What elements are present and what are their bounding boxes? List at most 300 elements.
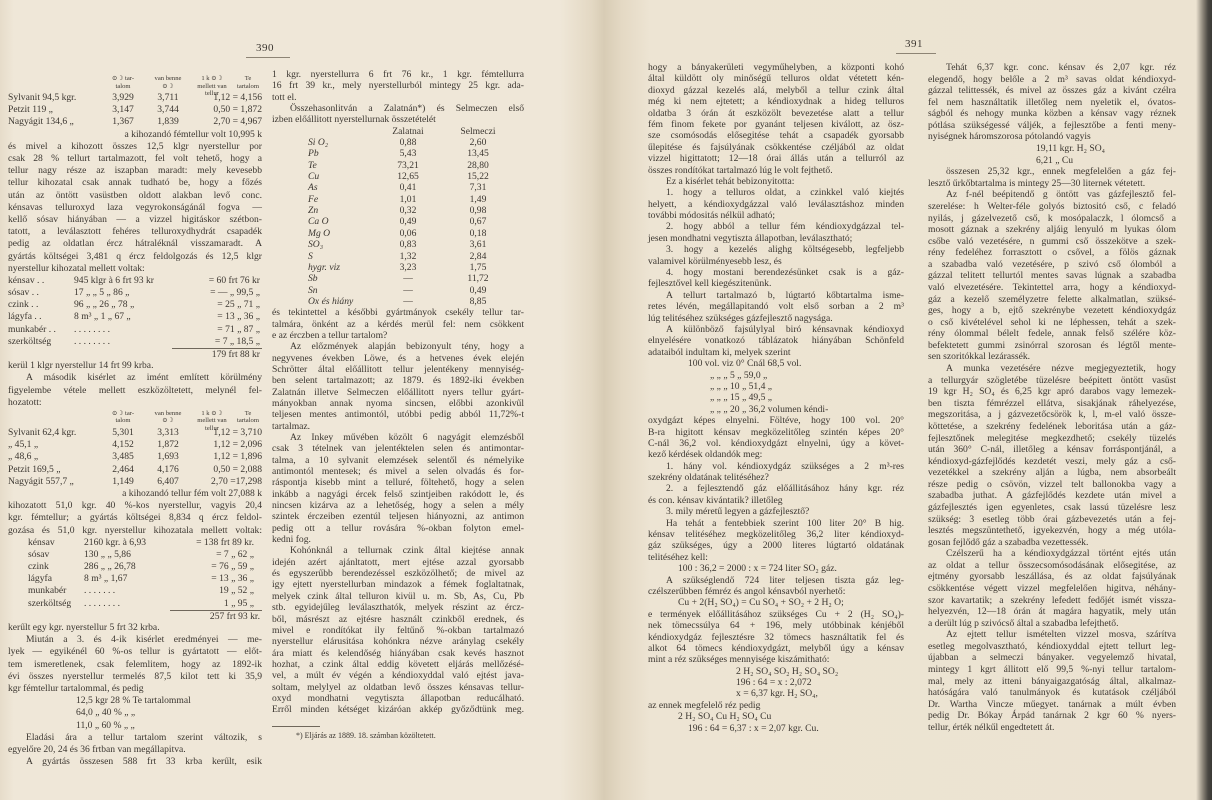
table-cell: 6,407 bbox=[157, 475, 179, 487]
table-cell: Sn bbox=[308, 284, 318, 296]
text-line: által küldött oly minőségű telluros oldat vétetett kén- bbox=[648, 73, 904, 85]
text-line: 100 : 36,2 = 2000 : x = 724 liter SO₂ gáz. bbox=[678, 563, 837, 575]
text-line: tellur, érték nélkűl engedtetett át. bbox=[928, 721, 1055, 733]
table-cell: Fe bbox=[308, 193, 319, 205]
table-cell: munkabér . . bbox=[8, 323, 56, 335]
text-line: kénsav telitéséhez megközelitőleg 36,2 liter kéndioxyd- bbox=[648, 529, 904, 541]
header-line: Te bbox=[244, 409, 252, 417]
text-line: 1. hány vol. kéndioxydgáz szükséges a 2 m³-res bbox=[666, 460, 904, 472]
table-cell: = 13 „ 36 „ bbox=[211, 573, 254, 585]
header-line: talom bbox=[115, 82, 131, 90]
text-line: x = 6,37 kgr. H₂ SO₄, bbox=[736, 688, 818, 700]
table-cell: 5,43 bbox=[399, 148, 417, 160]
table-cell: 2,60 bbox=[469, 137, 487, 149]
text-line: rény ólommal bélelt fedele, annak felső szélére köz- bbox=[928, 328, 1176, 340]
table-row bbox=[8, 585, 262, 597]
text-line: A tellurt tartalmazó b, lúgtartó kőbtartalma isme- bbox=[666, 289, 904, 301]
text-line: további módositás nélkül adható; bbox=[648, 210, 776, 222]
text-line: és egyszerűbb berendezéssel eszközölhető; de mivel az bbox=[272, 568, 524, 580]
table-row bbox=[272, 285, 524, 296]
table-cell: Sb bbox=[308, 273, 318, 285]
text-line: 2 H₂ SO₄ Cu H₂ SO₄ Cu bbox=[678, 711, 772, 723]
total-value: 179 frt 88 kr bbox=[172, 348, 262, 360]
table-cell: 1,693 bbox=[157, 451, 179, 463]
table-cell: 2,84 bbox=[469, 250, 487, 262]
table-row bbox=[272, 216, 524, 227]
text-line: Ha tehát a fentebbiek szerint 100 liter 20° B hig. bbox=[666, 517, 904, 529]
table-cell: = 7 „ 62 „ bbox=[216, 548, 254, 560]
table-cell: 17 „ „ 5 „ 86 „ bbox=[74, 287, 130, 299]
table-cell: lágyfa . . bbox=[8, 311, 42, 323]
table-row bbox=[272, 296, 524, 307]
table-cell: 3,61 bbox=[469, 239, 487, 251]
text-line: vel, a múlt év végén a kéndioxyddal való ejtést java- bbox=[272, 670, 524, 682]
table-row bbox=[272, 126, 524, 137]
table-cell: 8,85 bbox=[469, 295, 487, 307]
table-cell: = 60 frt 76 kr bbox=[208, 274, 260, 286]
header-line: 1 k ⊙☽ bbox=[201, 409, 223, 417]
text-line: tatott, a leválasztott fehéres telluroxydhydrát csapadék bbox=[8, 226, 262, 238]
text-line: Az f-nél beépitendő g öntött vas gázfejlesztő fel- bbox=[946, 189, 1176, 201]
table-cell: = — „ 99,5 „ bbox=[210, 287, 260, 299]
text-line: „ „ „ 20 „ 36,2 volumen kéndi- bbox=[710, 403, 829, 415]
table-cell: sósav . . bbox=[8, 287, 39, 299]
text-line: 3. mily méretű legyen a gázfejlesztő? bbox=[666, 506, 810, 518]
text-line: kénsavas telluroxyd laza vegyrokonságánál fogva — bbox=[8, 201, 262, 213]
table-row bbox=[8, 598, 262, 610]
text-line: jesen mondhatni vegytiszta állapotban, leválasztható; bbox=[648, 232, 853, 244]
table-cell: 945 klgr à 6 frt 93 kr bbox=[74, 274, 154, 286]
header-cell bbox=[8, 75, 100, 92]
text-line: kéndioxydgáz fejlesztésre 32 tömecs használtatik fel és bbox=[648, 631, 904, 643]
text-line: kellő sósav hiányában — a vizzel higitáskor szétbon- bbox=[8, 213, 262, 225]
text-line: csak 3 tételnek van jelentéktelen selen és antimontar- bbox=[272, 443, 524, 455]
text-line: után az öntött vasüstben oldott alakban levő conc. bbox=[8, 189, 262, 201]
header-line: van benne bbox=[154, 409, 182, 417]
table-cell: 1 „ 95 „ bbox=[223, 597, 254, 609]
text-line: oldatba 3 órán át eszközölt bevezetése alatt a tellur bbox=[648, 107, 904, 119]
text-line: melyek czink által telluron kivül u. m. Sb, As, Cu, Pb bbox=[272, 590, 524, 602]
text-line: tellur nagy része az iszapban maradt: mely kevesebb bbox=[8, 165, 262, 177]
table-cell: 2,464 bbox=[112, 463, 134, 475]
text-column bbox=[8, 74, 262, 768]
table-cell: 130 „ „ 5,86 bbox=[84, 548, 131, 560]
text-line: az ennek megfelelő réz pedig bbox=[648, 699, 761, 711]
table-row bbox=[8, 439, 262, 451]
table-cell: czink . . bbox=[8, 299, 39, 311]
table-cell: 0,18 bbox=[469, 227, 487, 239]
table-cell: 4,176 bbox=[157, 463, 179, 475]
text-line: negyvenes években Löwe, és a hetvenes évek elején bbox=[272, 352, 524, 364]
text-line: retes lévén, megállapitandó volt első sorban a 2 m³ bbox=[648, 301, 904, 313]
table-cell: 8 m³ „ 1 „ 67 „ bbox=[74, 311, 131, 323]
table-cell: SO₃ bbox=[308, 239, 324, 251]
text-line: Ez a kisérlet tehát bebizonyitotta: bbox=[666, 175, 795, 187]
text-line: A különböző fajsúlylyal biró kénsavnak kéndioxyd bbox=[666, 323, 904, 335]
table-cell: 1,49 bbox=[469, 193, 487, 205]
table-cell: sósav bbox=[28, 548, 50, 560]
table-cell: 0,50 = 2,088 bbox=[213, 463, 262, 475]
text-line: 1 kgr. nyerstellurra 6 frt 76 kr., 1 kgr. fémtellurra bbox=[272, 69, 524, 80]
text-line: mint a réz szükséges mennyisége kiszámitható: bbox=[648, 654, 830, 666]
table-row bbox=[272, 148, 524, 159]
text-line: kerűlt egy kgr. nyerstellur 5 frt 32 krba. bbox=[8, 622, 160, 634]
text-line: oxydgázt képes elnyelni. Föltéve, hogy 100 vol. 20° bbox=[648, 415, 904, 427]
text-line: nincsen kizárva az a lehetőség, hogy a selen a mély bbox=[272, 500, 524, 512]
text-line: nek tömecssúlya 64 + 196, mely utóbbinak kénjéből bbox=[648, 620, 904, 632]
table-cell: As bbox=[308, 182, 318, 194]
text-line: Cu + 2(H₂ SO₄) = Cu SO₄ + SO₂ + 2 H₂ O; bbox=[678, 597, 844, 609]
table-cell: hygr. viz bbox=[308, 261, 340, 273]
text-line: sze csomósodás elősegitése tehát a csapadék gyorsabb bbox=[648, 130, 904, 142]
table-cell: 3,744 bbox=[157, 104, 179, 116]
table-cell: 3,711 bbox=[157, 92, 179, 104]
text-line: tellur kihozatal csak annak tudható be, hogy a főzés bbox=[8, 177, 262, 189]
text-line: Zalatnán illetve Selmeczen előállitott nyers tellur gyárt- bbox=[272, 386, 524, 398]
text-line: hogy a bányakerületi vegyműhelyben, a központi kohó bbox=[648, 62, 904, 73]
text-line: kgr. fémtellur; a gyártás költségei 8,834 q ércz feldol- bbox=[8, 512, 262, 524]
table-cell: 1,12 = 3,710 bbox=[213, 427, 262, 439]
table-cell: 1,12 = 4,156 bbox=[213, 92, 262, 104]
text-line: nyerstellur elárusitása kohónkra nézve aránylag csekély bbox=[272, 636, 524, 648]
text-line: a tellurgyár szögletébe tüzelésre beépitett öntött vasüst bbox=[928, 374, 1176, 386]
table-cell: = 7 „ 18,5 „ bbox=[214, 335, 260, 347]
text-line: hatóságára való tanulmányok és kutatások czéljából bbox=[928, 687, 1176, 699]
table-row bbox=[272, 273, 524, 284]
text-line: valamivel körülményesebb lesz, és bbox=[648, 255, 782, 267]
header-cell bbox=[146, 75, 190, 92]
text-line: rény fedeléhez forrasztott o csővel, a fölös gáznak bbox=[928, 247, 1176, 259]
text-line: oxyd mondhatni vegytiszta állapotban reducálható. bbox=[272, 692, 524, 704]
text-line: ráspontja kisebb mint a telluré, föltehető, hogy a selen bbox=[272, 477, 524, 489]
header-cell bbox=[100, 410, 146, 427]
header-line: Te bbox=[244, 75, 252, 82]
table-cell: . . . . . . . bbox=[84, 585, 116, 597]
text-line: „ „ „ 5 „ 59,0 „ bbox=[710, 369, 768, 381]
table-cell: 12,65 bbox=[397, 171, 419, 183]
text-line: Kohónknál a tellurnak czink által kiejtése annak bbox=[290, 545, 524, 557]
table-cell: 3,147 bbox=[112, 104, 134, 116]
table-row bbox=[272, 205, 524, 216]
table-cell: 7,31 bbox=[469, 182, 487, 194]
table-row bbox=[8, 573, 262, 585]
table-cell: Si O₂ bbox=[308, 137, 329, 149]
table-row bbox=[272, 137, 524, 148]
table-cell: Ox és hiány bbox=[308, 295, 354, 307]
table-cell: Petzit 119 „ bbox=[8, 104, 53, 116]
text-line: ben selent tartalmazott; az 1879. és 1892-iki években bbox=[272, 375, 524, 387]
text-line: Dr. Wartha Vincze műegyet. tanárnak a múlt évben bbox=[928, 698, 1176, 710]
text-line: C-nál 36,2 vol. kéndioxydgázt elnyelni, úgy a követ- bbox=[648, 437, 904, 449]
text-line: telitéséhez kell: bbox=[648, 551, 708, 563]
text-line: czélszerűbben fémréz és angol kénsavból nyerhető: bbox=[648, 585, 846, 597]
text-line: űlepitése és fajsúlyának csökkentése czéljából az oldat bbox=[648, 141, 904, 153]
text-line: nyerstellur kihozatal mellett voltak: bbox=[8, 262, 145, 274]
text-line: antimontól mentesek; és mivel a selen olvadás és for- bbox=[272, 466, 524, 478]
text-line: Czélszerű ha a kéndioxydgázzal történt ejtés után bbox=[946, 548, 1176, 560]
text-line: „ „ „ 15 „ 49,5 „ bbox=[710, 392, 773, 404]
text-column bbox=[648, 62, 904, 734]
table-cell: Petzit 169,5 „ bbox=[8, 463, 61, 475]
text-line: Összehasonlitván a Zalatnán*) és Selmeczen első bbox=[290, 103, 524, 115]
text-line: gosan fejlődő gáz a szabadba vezettessék. bbox=[928, 536, 1089, 548]
text-line: köttetése, a szekrény fedelének leboritása után a gáz- bbox=[928, 420, 1176, 432]
text-column bbox=[272, 69, 524, 742]
text-line: 64,0 „ 40 % „ „ bbox=[76, 707, 136, 719]
text-line: csőbe való vezetésére, n gummi cső összekötve a szek- bbox=[928, 235, 1176, 247]
text-line: igy ejtett nyerstellurban mindazok a fémek foglaltatnak, bbox=[272, 579, 524, 591]
header-line: ⊙☽ bbox=[162, 417, 174, 425]
text-line: pótlása szükségessé váljék, a fejlesztőbe a fenti meny- bbox=[928, 119, 1176, 131]
text-line: 6,21 „ Cu bbox=[1036, 154, 1074, 166]
text-line: hozatott: bbox=[8, 396, 42, 408]
text-line: 100 vol. viz 0° Cnál 68,5 vol. bbox=[688, 358, 802, 370]
text-line: 19,11 kgr. H₂ SO₄ bbox=[1036, 143, 1105, 155]
table-cell: = 76 „ 59 „ bbox=[211, 561, 254, 573]
page-number: 391 bbox=[905, 38, 923, 50]
text-line: vizzel higittatott; 12—18 órai állás után a tellurról az bbox=[648, 153, 904, 165]
table-cell: — bbox=[403, 295, 413, 307]
table-cell: szerköltség bbox=[28, 597, 72, 609]
table-cell: Sylvanit 62,4 kgr. bbox=[8, 427, 77, 439]
header-cell bbox=[234, 410, 262, 427]
header-line: mellett van tellur bbox=[197, 82, 227, 97]
text-line: 16 frt 39 kr., mely nyerstellurból mintegy 25 kgr. ada- bbox=[272, 80, 524, 92]
table-row bbox=[8, 287, 262, 299]
text-line: kgr fémtellur tartalommal, és pedig bbox=[8, 682, 144, 694]
text-line: a derült lúg p szivócső által a szabadba lefejthető. bbox=[928, 617, 1119, 629]
text-line: még ki nem ejtetett; a kéndioxydnak a hideg telluros bbox=[648, 96, 904, 108]
table-cell: . . . . . . . . bbox=[74, 335, 110, 347]
header-cell bbox=[190, 75, 234, 97]
text-line: stb. egyidejűleg leválaszthatók, melyek részint az ércz- bbox=[272, 602, 524, 614]
table-row bbox=[8, 549, 262, 561]
table-cell: . . . . . . . . bbox=[84, 597, 120, 609]
text-line: és tekintettel a későbbi gyártmányok csekély tellur tar- bbox=[272, 307, 524, 319]
table-cell: 28,80 bbox=[467, 159, 489, 171]
text-line: 19 kgr H₂ SO₄ és 6,25 kgr apró darabos vagy lemezek- bbox=[928, 386, 1176, 398]
table-cell: munkabér bbox=[28, 585, 67, 597]
header-cell bbox=[146, 410, 190, 427]
text-line: való elvezetésére. Tekintettel arra, hogy a kéndioxyd- bbox=[928, 281, 1176, 293]
header-cell bbox=[100, 75, 146, 92]
text-line: csökkentése végett vizzel megfelelően higitva, néhány- bbox=[928, 583, 1176, 595]
text-line: mintegy 1 kgrt állitott elő 99,5 %-nyi tellur tartalom- bbox=[928, 664, 1176, 676]
text-line: A szükséglendő 724 liter teljesen tiszta gáz leg- bbox=[666, 574, 904, 586]
footnote: *) Eljárás az 1889. 18. számban közöltetett. bbox=[296, 730, 436, 740]
table-cell: Sylvanit 94,5 kgr. bbox=[8, 92, 77, 104]
text-line: A második kisérlet az imént említett körülmény bbox=[26, 372, 262, 384]
table-row bbox=[8, 104, 262, 116]
table-row bbox=[272, 171, 524, 182]
table-cell: 1,32 bbox=[399, 250, 417, 262]
text-line: megszoritása, a j gázvezetőcsörök k, l, m-el való össze- bbox=[928, 409, 1176, 421]
table-cell: 0,98 bbox=[469, 205, 487, 217]
text-line: Tehát 6,37 kgr. conc. kénsav és 2,07 kgr. réz bbox=[946, 62, 1176, 73]
table-row bbox=[272, 239, 524, 250]
table-row bbox=[8, 451, 262, 463]
table-row bbox=[8, 336, 262, 348]
text-line: talmára, önként az a kérdés merül fel: nem csökkent bbox=[272, 318, 524, 330]
text-line: kező kérdések oldandók meg: bbox=[648, 449, 763, 461]
table-cell: 0,06 bbox=[399, 227, 417, 239]
table-total bbox=[8, 348, 262, 360]
table-row bbox=[8, 116, 262, 128]
text-line: idején azért ajánltatott, mert ejtése azzal gyorsabb bbox=[272, 556, 524, 568]
text-line: helyett, a kéndioxydgázzal való leválasztáshoz minden bbox=[648, 198, 904, 210]
table-cell: . . . . . . . . bbox=[74, 323, 110, 335]
table-cell: Zn bbox=[308, 205, 319, 217]
text-line: „ „ „ 10 „ 51,4 „ bbox=[710, 380, 773, 392]
table-cell: = 25 „ 71 „ bbox=[217, 299, 260, 311]
table-cell: 0,83 bbox=[399, 239, 417, 251]
text-line: fel nem használtatik illetőleg nem nyeletik el, óvatos- bbox=[928, 96, 1176, 108]
text-line: és mivel a kihozott összes 12,5 klgr nyerstellur por bbox=[8, 140, 262, 152]
text-line: 2. a fejlesztendő gáz előállitásához hány kgr. réz bbox=[666, 483, 904, 495]
text-line: csak 28 % tellurt tartalmazott, fel volt tehető, hogy a bbox=[8, 153, 262, 165]
table-row bbox=[8, 275, 262, 287]
text-line: a szabadba való vezetésére, p szivó cső ólomból a bbox=[928, 258, 1176, 270]
table-cell: — bbox=[403, 273, 413, 285]
table-header bbox=[8, 74, 262, 97]
table-cell: 0,88 bbox=[399, 137, 417, 149]
text-line: A gyártás összesen 588 frt 33 krba kerűlt, esik bbox=[26, 756, 262, 768]
table-cell: 11,72 bbox=[467, 273, 489, 285]
text-line: lúg telitéséhez szükséges gázfejlesztő nagysága. bbox=[648, 312, 833, 324]
text-line: mosott gáznak a szekrény aljáig lenyuló m lyukas ólom bbox=[928, 224, 1176, 236]
text-line: pedig Dr. Bókay Árpád tanárnak 2 kgr 60 % nyers- bbox=[928, 710, 1176, 722]
table-cell: 1,839 bbox=[157, 116, 179, 128]
text-line: B-ra higitott kénsav megközelitőleg szintén képes 20° bbox=[648, 426, 904, 438]
text-line: Erről minden kétséget kizáróan akkép győződtünk meg. bbox=[272, 704, 524, 716]
table-cell: 5,301 bbox=[112, 427, 134, 439]
table-cell: 96 „ „ 26 „ 78 „ bbox=[74, 299, 135, 311]
table-cell: lágyfa bbox=[28, 573, 52, 585]
table-row bbox=[8, 324, 262, 336]
text-line: szintek érczeiben ezentúl teljesen hiányozni, az antimon bbox=[272, 511, 524, 523]
text-line: kerül 1 klgr nyerstellur 14 frt 99 krba. bbox=[8, 360, 154, 372]
text-line: szekrény oldatának telitéséhez? bbox=[648, 472, 769, 484]
table-cell: 0,67 bbox=[469, 216, 487, 228]
text-line: szor kavartatik; a szekrény lefedett fedőjét ismét vissza- bbox=[928, 594, 1176, 606]
table-cell: 2,70 =17,298 bbox=[211, 475, 262, 487]
footnote-divider bbox=[272, 716, 524, 730]
table-cell: = 71 „ 87 „ bbox=[217, 323, 260, 335]
text-line: és con. kénsav kivántatik? illetőleg bbox=[648, 494, 783, 506]
text-line: elegendő, hogy belőle a 2 m³ savas oldat kéndioxyd- bbox=[928, 73, 1176, 85]
table-cell: 0,32 bbox=[399, 205, 417, 217]
table-cell: Zalatnai bbox=[392, 125, 424, 137]
table-row bbox=[8, 299, 262, 311]
table-cell: 1,12 = 2,096 bbox=[213, 439, 262, 451]
page-number: 390 bbox=[256, 42, 274, 54]
text-line: szabadba juthat. A gázfejlődés kezdete után mivel a bbox=[928, 490, 1176, 502]
text-line: 4. hogy mostani berendezésünket csak is a gáz- bbox=[666, 267, 904, 279]
text-line: gáz a kezelő személyzetre felette alkalmatlan, szüksé- bbox=[928, 293, 1176, 305]
table-cell: 15,22 bbox=[467, 171, 489, 183]
text-line: Schrötter által előállitott tellur jelentékeny mennyiség- bbox=[272, 363, 524, 375]
text-line: soltam, melylyel az oldatban levő összes kénsavas tellur- bbox=[272, 681, 524, 693]
table-cell: = 13 „ 36 „ bbox=[217, 311, 260, 323]
header-line: ⊙☽ tar- bbox=[111, 409, 135, 417]
text-line: hozhat, a czink által eddig követett eljárás mellőzésé- bbox=[272, 658, 524, 670]
page-number-rule bbox=[246, 57, 290, 58]
text-line: Az Inkey művében közölt 6 nagyágit elemzésből bbox=[290, 432, 524, 443]
text-line: után 360° C-nál, illetőleg a kénsav forráspontjánál, a bbox=[928, 444, 1176, 456]
text-line: adataiból indultam ki, melyek szerint bbox=[648, 346, 791, 358]
text-line: 1. hogy a telluros oldat, a czinkkel való kiejtés bbox=[666, 187, 904, 199]
text-line: szerelése: h Welter-féle golyós biztositó cső, c feladó bbox=[928, 200, 1176, 212]
text-line: kihozatott 51,0 kgr. 40 %-kos nyerstellur, vagyis 20,4 bbox=[8, 500, 262, 512]
table-row bbox=[272, 194, 524, 205]
text-line: fém finom fekete por gyanánt teljesen kiválott, az ösz- bbox=[648, 118, 904, 130]
text-line: ges, hogy a b, ejtő szekrénybe vezetett kéndioxydgáz bbox=[928, 305, 1176, 317]
text-line: ságból és nehogy munka közben a kénsav vagy réznek bbox=[928, 108, 1176, 120]
text-line: mányokban annak nyoma sincsen, előbbi azonkivűl bbox=[272, 397, 524, 409]
text-line: nyiségnek háromszorosa pótolandó vagyis bbox=[928, 131, 1091, 143]
text-line: tartalmaz. bbox=[272, 420, 311, 432]
text-line: izben előállitott nyerstellurnak összetételét bbox=[272, 114, 436, 126]
table-cell: czink bbox=[28, 561, 49, 573]
text-line: gázzal telitett tellurtól mentes savas lúgnak a szabadba bbox=[928, 270, 1176, 282]
text-line: gázzal telittessék, és mivel az összes gáz a kivánt czélra bbox=[928, 85, 1176, 97]
text-line: alkot 64 tömecs kéndioxydgázt, melyből úgy a kénsav bbox=[648, 642, 904, 654]
text-line: ejtmény gyorsabb leszállása, és az oldat fajsúlyának bbox=[928, 571, 1176, 583]
table-cell: 3,313 bbox=[157, 427, 179, 439]
table-cell: Te bbox=[308, 159, 317, 171]
text-line: 2. hogy abból a tellur fém kéndioxydgázzal tel- bbox=[666, 221, 904, 233]
table-cell: 1,367 bbox=[112, 116, 134, 128]
table-cell: 73,21 bbox=[397, 159, 419, 171]
table-cell: 2,70 = 4,967 bbox=[213, 116, 262, 128]
text-line: mivel e rondítókat ily feltűnő %-okban tartalmazó bbox=[272, 624, 524, 636]
text-line: a kihozandó tellur fém volt 27,088 k bbox=[122, 487, 262, 499]
table-row bbox=[272, 228, 524, 239]
text-line: befektetett gummi zsinórral szorosan és légtől mente- bbox=[928, 339, 1176, 351]
text-line: 196 : 64 = x : 2,072 bbox=[736, 677, 812, 689]
header-line: talom bbox=[115, 417, 131, 425]
text-line: kéndioxyd-gázfejlődés kezdetét veszi, mely gáz a cső- bbox=[928, 455, 1176, 467]
text-line: a kihozandó fémtellur volt 10,995 k bbox=[124, 128, 262, 140]
text-line: kedni fog. bbox=[272, 534, 311, 546]
text-line: újabban a selmeczi bányaker. vegyelemző hivatal, bbox=[928, 652, 1176, 664]
text-line: Eladási ára a tellur tartalom szerint változik, s bbox=[26, 731, 262, 743]
text-line: sen szoritókkal lezárassék. bbox=[928, 351, 1031, 363]
table-cell: 1,01 bbox=[399, 193, 417, 205]
table-cell: Mg O bbox=[308, 227, 331, 239]
table-cell: kénsav . . bbox=[8, 274, 45, 286]
text-line: esetleg megolvasztható, kéndioxyddal ejtett tellurt leg- bbox=[928, 640, 1176, 652]
table-cell: — bbox=[403, 284, 413, 296]
table-row bbox=[8, 537, 262, 549]
table-row bbox=[8, 92, 262, 104]
text-line: tem ismeretlenek, csak felemlitem, hogy az 1892-ik bbox=[8, 658, 262, 670]
text-line: 11,0 „ 60 % „ „ bbox=[76, 719, 135, 731]
header-line: ⊙☽ bbox=[162, 82, 174, 90]
header-line: mellett van tellur bbox=[197, 417, 227, 432]
table-row bbox=[8, 464, 262, 476]
text-line: dioxyd gázzal kezelés alá, melyből a tellur czink által bbox=[648, 84, 904, 96]
header-line: tartalom bbox=[237, 82, 259, 90]
text-line: Az előzmények alapján bebizonyult tény, hogy a bbox=[290, 341, 524, 353]
table-cell: 0,41 bbox=[399, 182, 417, 194]
text-line: évi összes nyerstellur termelés 87,5 kilot tett ki 35,9 bbox=[8, 670, 262, 682]
table-cell: 13,45 bbox=[467, 148, 489, 160]
table-cell: = 138 frt 89 kr. bbox=[196, 536, 254, 548]
header-cell bbox=[190, 409, 234, 432]
text-line: helyezvén, 12—18 órán át magára hagyatik, mely után bbox=[928, 606, 1176, 618]
text-line: 12,5 kgr 28 % Te tartalommal bbox=[76, 695, 191, 707]
